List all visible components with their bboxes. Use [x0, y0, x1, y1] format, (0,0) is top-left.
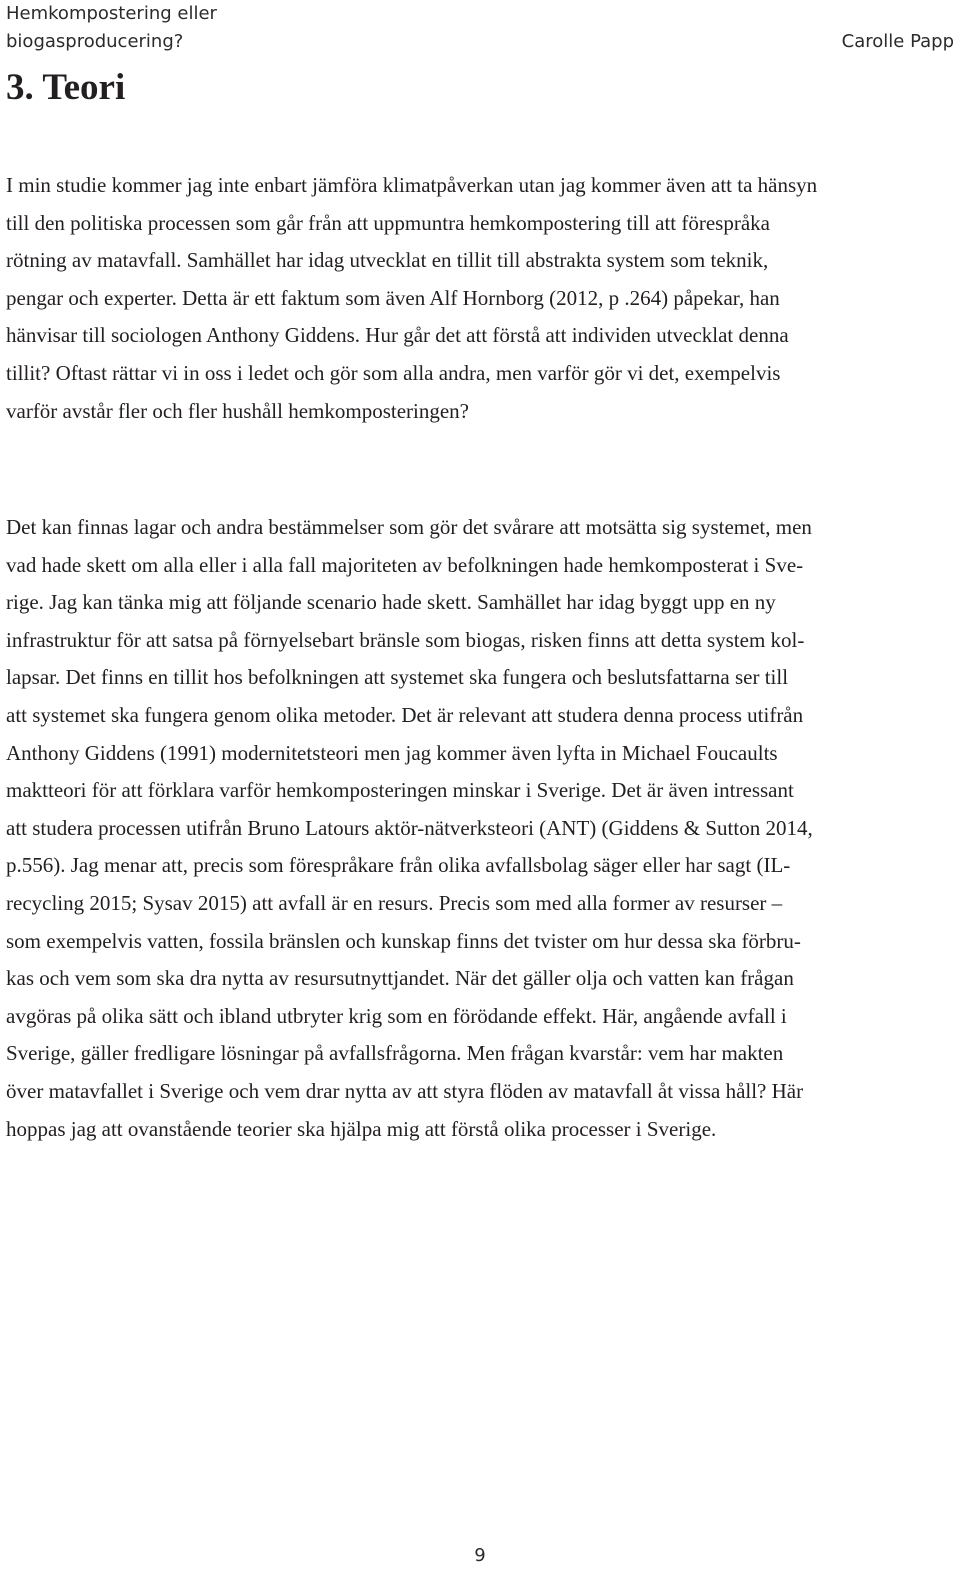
section-title: 3. Teori [6, 67, 126, 108]
body-paragraph-1: I min studie kommer jag inte enbart jämföra klimatpåverkan utan jag kommer även att ta hänsyn till den politiska processen som går från att uppmuntra hemkompostering till att förespråka rötning av matavfall. Samhället har idag utvecklat en tillit till abstrakta system som teknik, pengar och experter. Detta är ett faktum som även Alf Hornborg (2012, p .264) påpekar, han hänvisar till sociologen Anthony Giddens. Hur går det att förstå att individen utvecklat denna tillit? Oftast rättar vi in oss i ledet och gör som alla andra, men varför gör vi det, exempelvis varför avstår fler och fler hushåll hemkomposteringen? [6, 173, 818, 423]
page-number: 9 [474, 1545, 486, 1566]
body-paragraph-2: Det kan finnas lagar och andra bestämmelser som gör det svårare att motsätta sig systemet, men vad hade skett om alla eller i alla fall majoriteten av befolkningen hade hemkomposterat i Sve- rige. Jag kan tänka mig att följande scenario hade skett. Samhället har idag byggt upp en ny infrastruktur för att satsa på förnyelsebart bränsle som biogas, risken finns att detta system kol- lapsar. Det finns en tillit hos befolkningen att systemet ska fungera och beslutsfattarna ser till att systemet ska fungera genom olika metoder. Det är relevant att studera denna process utifrån Anthony Giddens (1991) modernitetsteori men jag kommer även lyfta in Michael Foucaults maktteori för att förklara varför hemkomposteringen minskar i Sverige. Det är även intressant att studera processen utifrån Bruno Latours aktör-nätverksteori (ANT) (Giddens & Sutton 2014, p.556). Jag menar att, precis som förespråkare från olika avfallsbolag säger eller har sagt (IL- recycling 2015; Sysav 2015) att avfall är en resurs. Precis som med alla former av resurser – som exempelvis vatten, fossila bränslen och kunskap finns det tvister om hur dessa ska förbru- kas och vem som ska dra nytta av resursutnyttjandet. När det gäller olja och vatten kan frågan avgöras på olika sätt och ibland utbryter krig som en förödande effekt. Här, angående avfall i Sverige, gäller fredligare lösningar på avfallsfrågorna. Men frågan kvarstår: vem har makten över matavfallet i Sverige och vem drar nytta av att styra flöden av matavfall åt vissa håll? Här hoppas jag att ovanstående teorier ska hjälpa mig att förstå olika processer i Sverige. [6, 515, 813, 1141]
header-document-title: Hemkompostering eller biogasproducering? [6, 3, 217, 52]
header-author: Carolle Papp [841, 31, 954, 52]
